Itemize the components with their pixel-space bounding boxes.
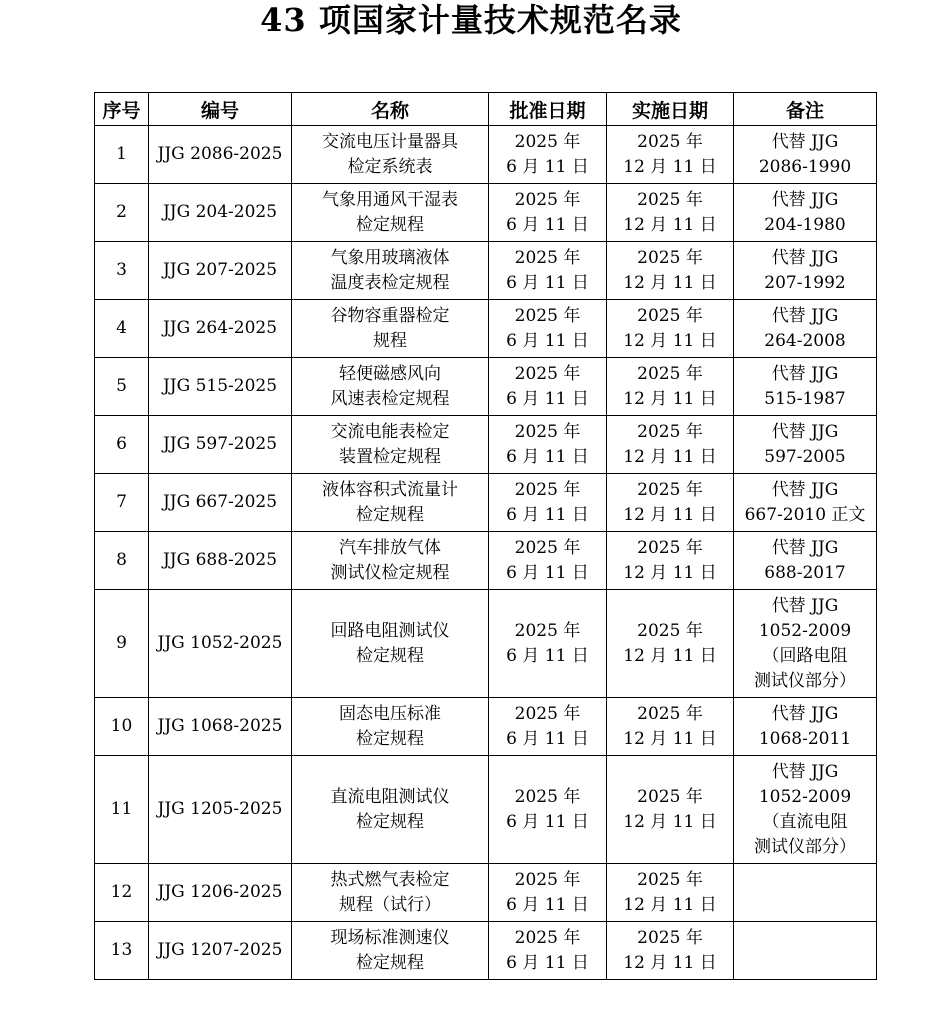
cell-implement-date-text: 2025 年 12 月 11 日 <box>623 189 717 235</box>
cell-code <box>149 300 292 358</box>
cell-seq-text: 8 <box>116 550 127 570</box>
cell-seq <box>95 922 149 980</box>
cell-implement-date <box>607 864 734 922</box>
cell-approve-date-text: 2025 年 6 月 11 日 <box>506 421 589 467</box>
cell-implement-date <box>607 242 734 300</box>
cell-implement-date-text: 2025 年 12 月 11 日 <box>623 703 717 749</box>
cell-seq-text: 12 <box>110 882 133 902</box>
cell-name <box>292 300 489 358</box>
cell-name <box>292 242 489 300</box>
cell-approve-date <box>489 590 607 698</box>
cell-code-text: JJG 1207-2025 <box>157 940 283 960</box>
table-row <box>95 300 877 358</box>
header-name: 名称 <box>292 93 489 126</box>
cell-note <box>734 532 877 590</box>
cell-seq <box>95 184 149 242</box>
cell-note <box>734 358 877 416</box>
cell-code <box>149 416 292 474</box>
cell-approve-date <box>489 864 607 922</box>
cell-note-text: 代替 JJG 264-2008 <box>764 305 846 351</box>
cell-seq-text: 3 <box>116 260 127 280</box>
cell-code <box>149 922 292 980</box>
cell-implement-date-text: 2025 年 12 月 11 日 <box>623 131 717 177</box>
cell-note-text: 代替 JJG 2086-1990 <box>758 131 852 177</box>
cell-name <box>292 756 489 864</box>
regulation-table <box>94 92 877 980</box>
cell-note <box>734 242 877 300</box>
cell-name-text: 直流电阻测试仪 检定规程 <box>330 786 450 832</box>
cell-code <box>149 864 292 922</box>
cell-seq <box>95 300 149 358</box>
cell-seq <box>95 474 149 532</box>
cell-seq <box>95 416 149 474</box>
cell-code <box>149 698 292 756</box>
cell-name-text: 交流电压计量器具 检定系统表 <box>322 131 458 177</box>
cell-approve-date <box>489 242 607 300</box>
cell-name <box>292 864 489 922</box>
cell-note-text: 代替 JJG 1068-2011 <box>758 703 852 749</box>
cell-seq <box>95 358 149 416</box>
cell-approve-date-text: 2025 年 6 月 11 日 <box>506 363 589 409</box>
cell-name-text: 液体容积式流量计 检定规程 <box>322 479 458 525</box>
cell-name <box>292 590 489 698</box>
cell-approve-date-text: 2025 年 6 月 11 日 <box>506 131 589 177</box>
table-row <box>95 474 877 532</box>
cell-implement-date <box>607 184 734 242</box>
header-approve-date: 批准日期 <box>489 93 607 126</box>
cell-note-text: 代替 JJG 667-2010 正文 <box>744 479 866 525</box>
table-row <box>95 358 877 416</box>
cell-name <box>292 532 489 590</box>
cell-code-text: JJG 204-2025 <box>162 202 278 222</box>
cell-note <box>734 416 877 474</box>
cell-code-text: JJG 1206-2025 <box>157 882 283 902</box>
table-row <box>95 532 877 590</box>
table-body <box>95 126 877 980</box>
cell-implement-date <box>607 358 734 416</box>
cell-implement-date <box>607 922 734 980</box>
cell-name-text: 交流电能表检定 装置检定规程 <box>330 421 450 467</box>
cell-implement-date-text: 2025 年 12 月 11 日 <box>623 927 717 973</box>
cell-note-text: 代替 JJG 688-2017 <box>764 537 846 583</box>
cell-approve-date <box>489 756 607 864</box>
cell-name-text: 现场标准测速仪 检定规程 <box>330 927 450 973</box>
cell-implement-date-text: 2025 年 12 月 11 日 <box>623 620 717 666</box>
header-note: 备注 <box>734 93 877 126</box>
cell-note-text: 代替 JJG 1052-2009 （直流电阻 测试仪部分） <box>754 761 856 857</box>
table-row <box>95 416 877 474</box>
cell-approve-date <box>489 126 607 184</box>
cell-seq-text: 5 <box>116 376 127 396</box>
cell-implement-date-text: 2025 年 12 月 11 日 <box>623 247 717 293</box>
cell-code <box>149 532 292 590</box>
cell-approve-date <box>489 474 607 532</box>
cell-note <box>734 698 877 756</box>
cell-code <box>149 590 292 698</box>
cell-code <box>149 242 292 300</box>
cell-seq-text: 2 <box>116 202 127 222</box>
cell-implement-date-text: 2025 年 12 月 11 日 <box>623 421 717 467</box>
cell-code-text: JJG 667-2025 <box>162 492 278 512</box>
cell-note <box>734 922 877 980</box>
cell-approve-date-text: 2025 年 6 月 11 日 <box>506 620 589 666</box>
header-seq: 序号 <box>95 93 149 126</box>
cell-seq-text: 7 <box>116 492 127 512</box>
cell-seq <box>95 126 149 184</box>
cell-name-text: 回路电阻测试仪 检定规程 <box>330 620 450 666</box>
cell-name <box>292 184 489 242</box>
cell-approve-date-text: 2025 年 6 月 11 日 <box>506 479 589 525</box>
table-header-row <box>95 93 877 126</box>
cell-implement-date-text: 2025 年 12 月 11 日 <box>623 305 717 351</box>
cell-approve-date-text: 2025 年 6 月 11 日 <box>506 786 589 832</box>
cell-implement-date <box>607 756 734 864</box>
cell-approve-date-text: 2025 年 6 月 11 日 <box>506 703 589 749</box>
cell-seq <box>95 590 149 698</box>
cell-implement-date-text: 2025 年 12 月 11 日 <box>623 869 717 915</box>
cell-name <box>292 126 489 184</box>
cell-note <box>734 126 877 184</box>
cell-seq-text: 4 <box>116 318 127 338</box>
cell-approve-date-text: 2025 年 6 月 11 日 <box>506 305 589 351</box>
table-row <box>95 184 877 242</box>
cell-note <box>734 300 877 358</box>
page-title: 43 项国家计量技术规范名录 <box>260 1 682 39</box>
cell-implement-date-text: 2025 年 12 月 11 日 <box>623 363 717 409</box>
cell-name-text: 热式燃气表检定 规程（试行） <box>330 869 450 915</box>
cell-note <box>734 474 877 532</box>
cell-approve-date <box>489 358 607 416</box>
cell-approve-date <box>489 416 607 474</box>
cell-name <box>292 698 489 756</box>
cell-note-text: 代替 JJG 515-1987 <box>764 363 846 409</box>
cell-seq-text: 1 <box>116 144 127 164</box>
cell-code <box>149 474 292 532</box>
cell-implement-date <box>607 126 734 184</box>
table-row <box>95 242 877 300</box>
header-implement-date: 实施日期 <box>607 93 734 126</box>
cell-approve-date <box>489 698 607 756</box>
cell-seq <box>95 698 149 756</box>
cell-code-text: JJG 515-2025 <box>162 376 278 396</box>
cell-note <box>734 756 877 864</box>
cell-note-text: 代替 JJG 1052-2009 （回路电阻 测试仪部分） <box>754 595 856 691</box>
cell-seq <box>95 242 149 300</box>
cell-implement-date <box>607 698 734 756</box>
header-code: 编号 <box>149 93 292 126</box>
cell-approve-date <box>489 184 607 242</box>
cell-seq-text: 11 <box>110 799 133 819</box>
cell-seq <box>95 864 149 922</box>
cell-implement-date <box>607 474 734 532</box>
cell-code <box>149 184 292 242</box>
table-row <box>95 126 877 184</box>
cell-approve-date <box>489 300 607 358</box>
cell-implement-date <box>607 300 734 358</box>
cell-name-text: 谷物容重器检定 规程 <box>330 305 450 351</box>
cell-implement-date <box>607 416 734 474</box>
cell-code-text: JJG 597-2025 <box>162 434 278 454</box>
cell-note <box>734 590 877 698</box>
cell-seq-text: 6 <box>116 434 127 454</box>
cell-name-text: 气象用玻璃液体 温度表检定规程 <box>330 247 450 293</box>
cell-note <box>734 184 877 242</box>
cell-name-text: 固态电压标准 检定规程 <box>339 703 441 749</box>
cell-note-text: 代替 JJG 207-1992 <box>764 247 846 293</box>
cell-note-text: 代替 JJG 204-1980 <box>764 189 846 235</box>
cell-seq <box>95 756 149 864</box>
cell-name <box>292 416 489 474</box>
cell-note-text: 代替 JJG 597-2005 <box>764 421 846 467</box>
cell-approve-date <box>489 532 607 590</box>
cell-code <box>149 358 292 416</box>
cell-implement-date-text: 2025 年 12 月 11 日 <box>623 479 717 525</box>
cell-code-text: JJG 207-2025 <box>162 260 278 280</box>
cell-note <box>734 864 877 922</box>
cell-approve-date-text: 2025 年 6 月 11 日 <box>506 247 589 293</box>
cell-code <box>149 756 292 864</box>
table-row <box>95 698 877 756</box>
table-row <box>95 922 877 980</box>
cell-approve-date <box>489 922 607 980</box>
cell-implement-date-text: 2025 年 12 月 11 日 <box>623 537 717 583</box>
cell-name-text: 气象用通风干湿表 检定规程 <box>322 189 458 235</box>
cell-name <box>292 922 489 980</box>
cell-approve-date-text: 2025 年 6 月 11 日 <box>506 189 589 235</box>
cell-code-text: JJG 1068-2025 <box>157 716 283 736</box>
table-row <box>95 864 877 922</box>
cell-approve-date-text: 2025 年 6 月 11 日 <box>506 537 589 583</box>
cell-seq-text: 9 <box>116 633 127 653</box>
cell-code-text: JJG 2086-2025 <box>157 144 283 164</box>
cell-code-text: JJG 264-2025 <box>162 318 278 338</box>
cell-approve-date-text: 2025 年 6 月 11 日 <box>506 869 589 915</box>
cell-code <box>149 126 292 184</box>
cell-name-text: 汽车排放气体 测试仪检定规程 <box>330 537 450 583</box>
cell-approve-date-text: 2025 年 6 月 11 日 <box>506 927 589 973</box>
cell-code-text: JJG 688-2025 <box>162 550 278 570</box>
cell-name <box>292 358 489 416</box>
cell-implement-date <box>607 532 734 590</box>
cell-implement-date <box>607 590 734 698</box>
cell-seq-text: 10 <box>110 716 133 736</box>
table-row <box>95 756 877 864</box>
cell-implement-date-text: 2025 年 12 月 11 日 <box>623 786 717 832</box>
table-row <box>95 590 877 698</box>
cell-code-text: JJG 1205-2025 <box>157 799 283 819</box>
cell-name-text: 轻便磁感风向 风速表检定规程 <box>330 363 450 409</box>
cell-seq <box>95 532 149 590</box>
cell-seq-text: 13 <box>110 940 133 960</box>
cell-name <box>292 474 489 532</box>
cell-code-text: JJG 1052-2025 <box>157 633 283 653</box>
